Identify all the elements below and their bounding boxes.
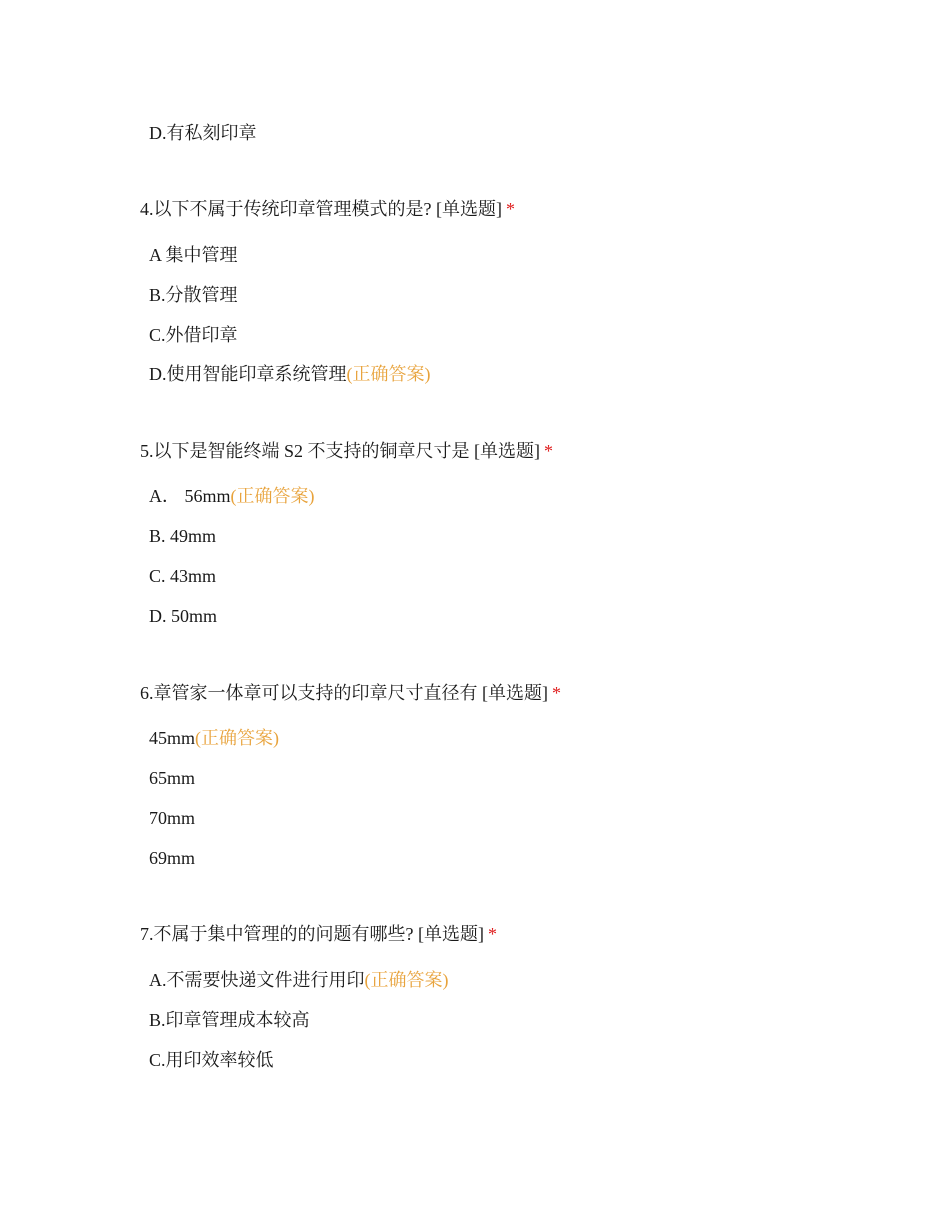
question-4-option-a: [149, 243, 238, 267]
option-text: D.有私刻印章: [149, 123, 257, 143]
option-text: A 集中管理: [149, 245, 238, 265]
question-7-option-c: [149, 1048, 274, 1072]
correct-answer-label: (正确答案): [230, 486, 315, 506]
correct-answer-label: (正确答案): [346, 364, 431, 384]
correct-answer-label: (正确答案): [364, 970, 449, 990]
question-6-option-2: [149, 766, 195, 790]
option-text: 69mm: [149, 848, 196, 868]
question-5-option-d: [149, 604, 217, 628]
option-text: 45mm: [149, 728, 196, 748]
question-7-title: [140, 922, 497, 946]
required-mark: *: [487, 924, 497, 944]
question-7-option-b: [149, 1008, 310, 1032]
option-text: C.用印效率较低: [149, 1050, 274, 1070]
question-4-option-c: [149, 323, 238, 347]
question-4-option-b: [149, 283, 238, 307]
question-text: 7.不属于集中管理的的问题有哪些? [单选题]: [140, 924, 484, 944]
question-text: 4.以下不属于传统印章管理模式的是? [单选题]: [140, 199, 502, 219]
question-4-option-d: [149, 362, 431, 386]
option-text: C. 43mm: [149, 566, 217, 586]
question-6-option-3: [149, 806, 195, 830]
required-mark: *: [505, 199, 515, 219]
option-text: 65mm: [149, 768, 196, 788]
question-text: 6.章管家一体章可以支持的印章尺寸直径有 [单选题]: [140, 683, 548, 703]
question-6-option-1: [149, 726, 279, 750]
option-text: 70mm: [149, 808, 196, 828]
option-text: B.印章管理成本较高: [149, 1010, 310, 1030]
required-mark: *: [544, 441, 553, 461]
option-text: B. 49mm: [149, 526, 217, 546]
option-text: D. 50mm: [149, 606, 218, 626]
question-text: 5.以下是智能终端 S2 不支持的铜章尺寸是 [单选题]: [140, 441, 540, 461]
option-text: C.外借印章: [149, 325, 238, 345]
question-5-option-a: [149, 484, 315, 508]
question-6-option-4: [149, 846, 195, 870]
question-7-option-a: [149, 968, 449, 992]
question-5-option-c: [149, 564, 216, 588]
question-4-title: [140, 197, 515, 221]
question-6-title: [140, 681, 561, 705]
question-5-title: [140, 439, 553, 463]
option-text: B.分散管理: [149, 285, 238, 305]
question-5-option-b: [149, 524, 216, 548]
option-text: A． 56mm: [149, 486, 231, 506]
correct-answer-label: (正确答案): [195, 728, 280, 748]
option-text: A.不需要快递文件进行用印: [149, 970, 365, 990]
required-mark: *: [552, 683, 561, 703]
prev-question-option-d: [149, 121, 257, 145]
option-text: D.使用智能印章系统管理: [149, 364, 347, 384]
